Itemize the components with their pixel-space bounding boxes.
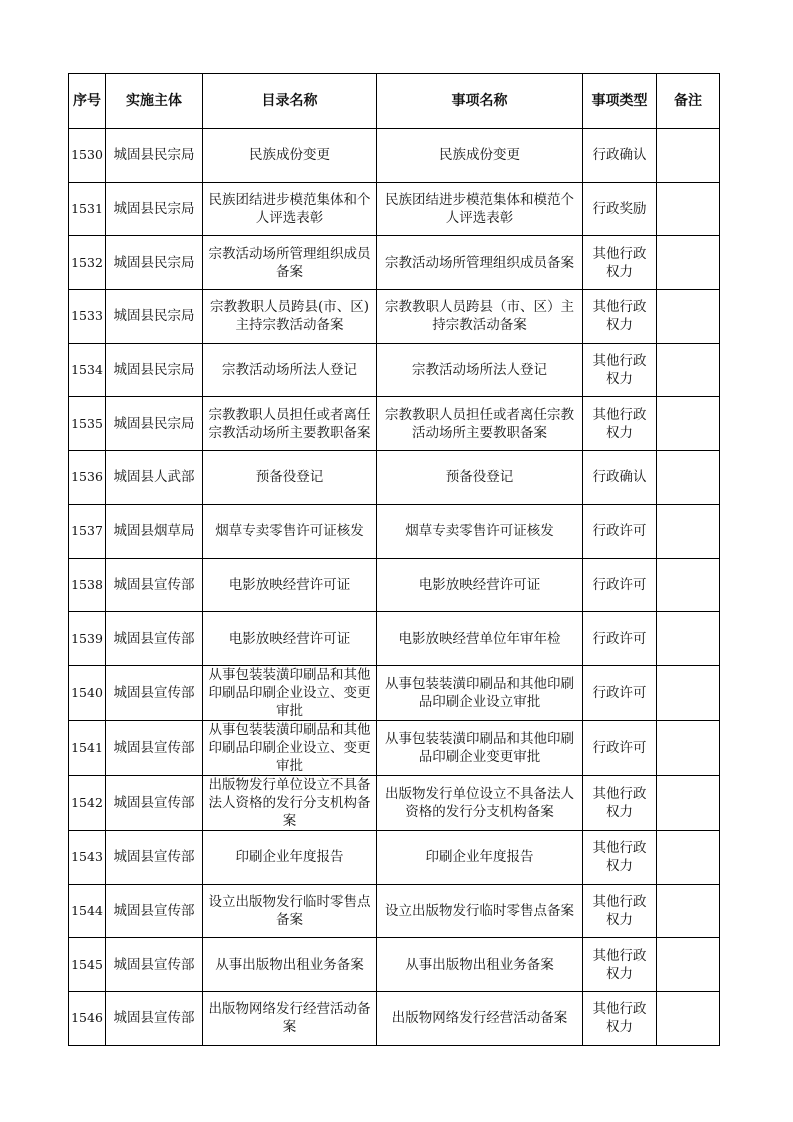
cell-item: 民族团结进步模范集体和模范个人评选表彰 <box>377 182 583 236</box>
cell-org: 城固县宣传部 <box>106 830 203 884</box>
cell-note <box>657 397 720 451</box>
cell-type: 行政确认 <box>583 129 657 183</box>
cell-no: 1531 <box>69 182 106 236</box>
cell-org: 城固县宣传部 <box>106 991 203 1045</box>
cell-item: 宗教活动场所管理组织成员备案 <box>377 236 583 290</box>
cell-catalog: 预备役登记 <box>203 451 377 505</box>
cell-catalog: 从事包装装潢印刷品和其他印刷品印刷企业设立、变更审批 <box>203 720 377 775</box>
cell-item: 宗教活动场所法人登记 <box>377 343 583 397</box>
cell-catalog: 从事包装装潢印刷品和其他印刷品印刷企业设立、变更审批 <box>203 665 377 720</box>
cell-org: 城固县宣传部 <box>106 720 203 775</box>
table-row <box>69 397 720 451</box>
cell-no: 1536 <box>69 451 106 505</box>
cell-catalog: 从事出版物出租业务备案 <box>203 938 377 992</box>
cell-type: 其他行政权力 <box>583 397 657 451</box>
cell-no: 1540 <box>69 665 106 720</box>
cell-item: 出版物发行单位设立不具备法人资格的发行分支机构备案 <box>377 775 583 830</box>
cell-note <box>657 884 720 938</box>
cell-note <box>657 991 720 1045</box>
cell-note <box>657 612 720 666</box>
table-row <box>69 182 720 236</box>
cell-note <box>657 558 720 612</box>
cell-item: 宗教教职人员担任或者离任宗教活动场所主要教职备案 <box>377 397 583 451</box>
cell-item: 从事包装装潢印刷品和其他印刷品印刷企业变更审批 <box>377 720 583 775</box>
cell-note <box>657 343 720 397</box>
cell-note <box>657 182 720 236</box>
cell-note <box>657 938 720 992</box>
cell-item: 印刷企业年度报告 <box>377 830 583 884</box>
cell-org: 城固县民宗局 <box>106 397 203 451</box>
cell-no: 1545 <box>69 938 106 992</box>
table-row <box>69 236 720 290</box>
cell-no: 1539 <box>69 612 106 666</box>
table-row <box>69 775 720 830</box>
cell-no: 1530 <box>69 129 106 183</box>
cell-org: 城固县民宗局 <box>106 129 203 183</box>
cell-no: 1542 <box>69 775 106 830</box>
cell-note <box>657 129 720 183</box>
table-row <box>69 830 720 884</box>
cell-no: 1541 <box>69 720 106 775</box>
cell-type: 其他行政权力 <box>583 991 657 1045</box>
table-row <box>69 938 720 992</box>
cell-type: 其他行政权力 <box>583 290 657 344</box>
cell-no: 1544 <box>69 884 106 938</box>
cell-type: 其他行政权力 <box>583 775 657 830</box>
cell-org: 城固县宣传部 <box>106 884 203 938</box>
table-row <box>69 129 720 183</box>
cell-item: 从事出版物出租业务备案 <box>377 938 583 992</box>
table-row <box>69 504 720 558</box>
header-org: 实施主体 <box>106 74 203 129</box>
table-row <box>69 884 720 938</box>
cell-org: 城固县宣传部 <box>106 558 203 612</box>
cell-no: 1532 <box>69 236 106 290</box>
cell-type: 其他行政权力 <box>583 884 657 938</box>
cell-note <box>657 236 720 290</box>
cell-catalog: 设立出版物发行临时零售点备案 <box>203 884 377 938</box>
cell-no: 1534 <box>69 343 106 397</box>
cell-type: 行政许可 <box>583 504 657 558</box>
cell-no: 1538 <box>69 558 106 612</box>
table-row <box>69 558 720 612</box>
cell-catalog: 出版物发行单位设立不具备法人资格的发行分支机构备案 <box>203 775 377 830</box>
header-catalog: 目录名称 <box>203 74 377 129</box>
header-row <box>69 74 720 129</box>
cell-org: 城固县民宗局 <box>106 182 203 236</box>
cell-type: 其他行政权力 <box>583 343 657 397</box>
cell-type: 其他行政权力 <box>583 938 657 992</box>
cell-item: 设立出版物发行临时零售点备案 <box>377 884 583 938</box>
cell-catalog: 出版物网络发行经营活动备案 <box>203 991 377 1045</box>
cell-org: 城固县烟草局 <box>106 504 203 558</box>
cell-catalog: 宗教活动场所管理组织成员备案 <box>203 236 377 290</box>
cell-org: 城固县民宗局 <box>106 343 203 397</box>
cell-item: 出版物网络发行经营活动备案 <box>377 991 583 1045</box>
cell-type: 行政许可 <box>583 665 657 720</box>
cell-no: 1535 <box>69 397 106 451</box>
cell-no: 1533 <box>69 290 106 344</box>
table-row <box>69 991 720 1045</box>
cell-note <box>657 720 720 775</box>
cell-org: 城固县人武部 <box>106 451 203 505</box>
cell-org: 城固县宣传部 <box>106 612 203 666</box>
cell-catalog: 宗教活动场所法人登记 <box>203 343 377 397</box>
cell-note <box>657 830 720 884</box>
cell-type: 其他行政权力 <box>583 830 657 884</box>
cell-type: 行政奖励 <box>583 182 657 236</box>
cell-type: 其他行政权力 <box>583 236 657 290</box>
cell-item: 电影放映经营许可证 <box>377 558 583 612</box>
cell-org: 城固县民宗局 <box>106 236 203 290</box>
table-row <box>69 665 720 720</box>
cell-no: 1537 <box>69 504 106 558</box>
cell-type: 行政许可 <box>583 720 657 775</box>
cell-item: 预备役登记 <box>377 451 583 505</box>
cell-no: 1543 <box>69 830 106 884</box>
cell-catalog: 电影放映经营许可证 <box>203 558 377 612</box>
table-row <box>69 612 720 666</box>
cell-item: 电影放映经营单位年审年检 <box>377 612 583 666</box>
cell-item: 烟草专卖零售许可证核发 <box>377 504 583 558</box>
cell-catalog: 印刷企业年度报告 <box>203 830 377 884</box>
header-item: 事项名称 <box>377 74 583 129</box>
table-row <box>69 451 720 505</box>
header-note: 备注 <box>657 74 720 129</box>
cell-catalog: 电影放映经营许可证 <box>203 612 377 666</box>
cell-org: 城固县宣传部 <box>106 775 203 830</box>
cell-item: 宗教教职人员跨县（市、区）主持宗教活动备案 <box>377 290 583 344</box>
cell-item: 从事包装装潢印刷品和其他印刷品印刷企业设立审批 <box>377 665 583 720</box>
header-type: 事项类型 <box>583 74 657 129</box>
table-row <box>69 720 720 775</box>
cell-catalog: 民族成份变更 <box>203 129 377 183</box>
cell-note <box>657 504 720 558</box>
header-no: 序号 <box>69 74 106 129</box>
table-row <box>69 343 720 397</box>
cell-org: 城固县宣传部 <box>106 938 203 992</box>
cell-note <box>657 665 720 720</box>
cell-catalog: 宗教教职人员担任或者离任宗教活动场所主要教职备案 <box>203 397 377 451</box>
catalog-table <box>68 73 720 1046</box>
cell-item: 民族成份变更 <box>377 129 583 183</box>
cell-catalog: 宗教教职人员跨县(市、区)主持宗教活动备案 <box>203 290 377 344</box>
cell-type: 行政确认 <box>583 451 657 505</box>
table-row <box>69 290 720 344</box>
cell-type: 行政许可 <box>583 612 657 666</box>
cell-catalog: 烟草专卖零售许可证核发 <box>203 504 377 558</box>
cell-catalog: 民族团结进步模范集体和个人评选表彰 <box>203 182 377 236</box>
cell-type: 行政许可 <box>583 558 657 612</box>
cell-no: 1546 <box>69 991 106 1045</box>
cell-note <box>657 775 720 830</box>
cell-note <box>657 451 720 505</box>
cell-org: 城固县宣传部 <box>106 665 203 720</box>
cell-note <box>657 290 720 344</box>
cell-org: 城固县民宗局 <box>106 290 203 344</box>
